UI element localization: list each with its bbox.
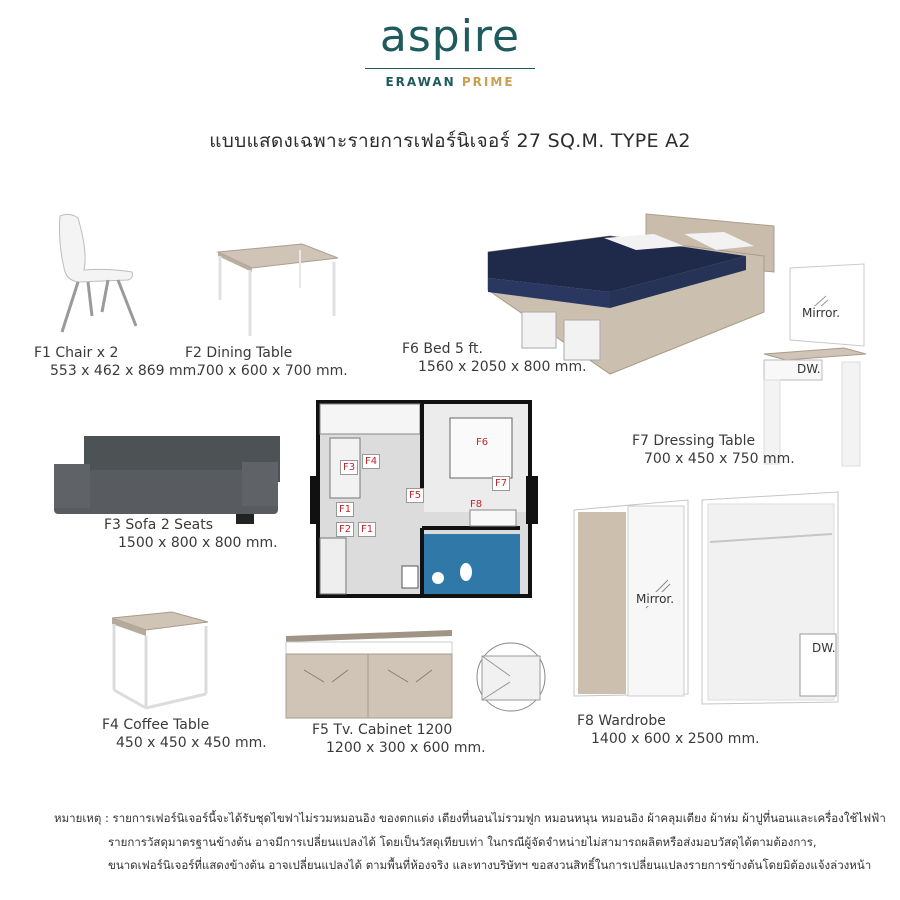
f3-dims: 1500 x 800 x 800 mm. [118,535,278,551]
f5-name: F5 Tv. Cabinet 1200 [312,722,453,738]
sofa-illustration [52,434,284,526]
logo-sub-left: ERAWAN [385,75,456,89]
f2-label [185,344,348,380]
notes-line-2: รายการวัสดุมาตรฐานข้างต้น อาจมีการเปลี่ยนแปลงได้ โดยเป็นวัสดุเทียบเท่า ในกรณีผู้จัดจำหน่ายไม่สามารถผลิตหรือส่งมอบวัสดุได้ตามต้องการ, [108,835,817,849]
brand-logo [0,11,900,89]
floor-tag-f3: F3 [340,460,358,475]
f1-name: F1 Chair x 2 [34,345,119,361]
notes-line-3: ขนาดเฟอร์นิเจอร์ที่แสดงข้างต้น อาจเปลี่ยนแปลงได้ ตามพื้นที่ห้องจริง และทางบริษัทฯ ขอสงวนสิทธิ์ในการเปลี่ยนแปลงรายการข้างต้นโดยมิต้องแจ้งล่วงหน้า [108,858,872,872]
coffee-table-illustration [108,608,212,712]
f8-mirror-tag: Mirror. [636,592,675,606]
f6-name: F6 Bed 5 ft. [402,341,483,357]
f3-name: F3 Sofa 2 Seats [104,517,214,533]
floor-tag-f4: F4 [362,454,380,469]
floor-tag-f1-bottom: F1 [358,522,376,537]
floor-tag-f5: F5 [406,488,424,503]
notes-line-1: หมายเหตุ : รายการเฟอร์นิเจอร์นี้จะได้รับชุดไขฟาไม่รวมหมอนอิง ของตกแต่ง เตียงที่นอนไม่รวมฟูก หมอนหนุน หมอนอิง ผ้าคลุมเตียง ผ้าห่ม ผ้าปูที่นอนและเครื่องใช้ไฟฟ้า [54,811,886,825]
f4-name: F4 Coffee Table [102,717,210,733]
tv-cabinet-illustration [284,630,454,720]
logo-subtitle [0,75,900,89]
f1-dims: 553 x 462 x 869 mm. [50,363,201,379]
f2-dims: 700 x 600 x 700 mm. [197,363,348,379]
page-title: แบบแสดงเฉพาะรายการเฟอร์นิเจอร์ 27 SQ.M. TYPE A2 [209,130,691,152]
f8-name: F8 Wardrobe [577,713,666,729]
dining-table-illustration [212,240,342,340]
f7-dims: 700 x 450 x 750 mm. [644,451,795,467]
logo-wordmark: aspire [379,11,521,62]
f7-name: F7 Dressing Table [632,433,756,449]
f6-dims: 1560 x 2050 x 800 mm. [418,359,587,375]
f8-label [577,712,760,748]
f2-name: F2 Dining Table [185,345,293,361]
f3-label [104,516,278,552]
f8-dims: 1400 x 600 x 2500 mm. [591,731,760,747]
f4-label [102,716,267,752]
f7-mirror-tag: Mirror. [802,306,841,320]
f5-label [312,721,486,757]
floor-tag-f7: F7 [492,476,510,491]
floor-tag-f8: F8 [470,499,483,510]
f7-label [632,432,795,468]
f8-dw-tag: DW. [812,641,836,655]
tv-cabinet-detail-illustration [470,642,552,712]
chair-illustration [48,212,148,338]
floor-plan [310,398,538,602]
f4-dims: 450 x 450 x 450 mm. [116,735,267,751]
logo-divider [365,68,535,69]
logo-sub-right: PRIME [461,75,515,89]
floor-tag-f6: F6 [476,437,489,448]
floor-tag-f2: F2 [336,522,354,537]
floor-tag-f1-top: F1 [336,502,354,517]
wardrobe-illustration [570,490,840,708]
f1-label [34,344,201,380]
f5-dims: 1200 x 300 x 600 mm. [326,740,486,756]
f7-dw-tag: DW. [797,362,821,376]
f6-label [402,340,587,376]
